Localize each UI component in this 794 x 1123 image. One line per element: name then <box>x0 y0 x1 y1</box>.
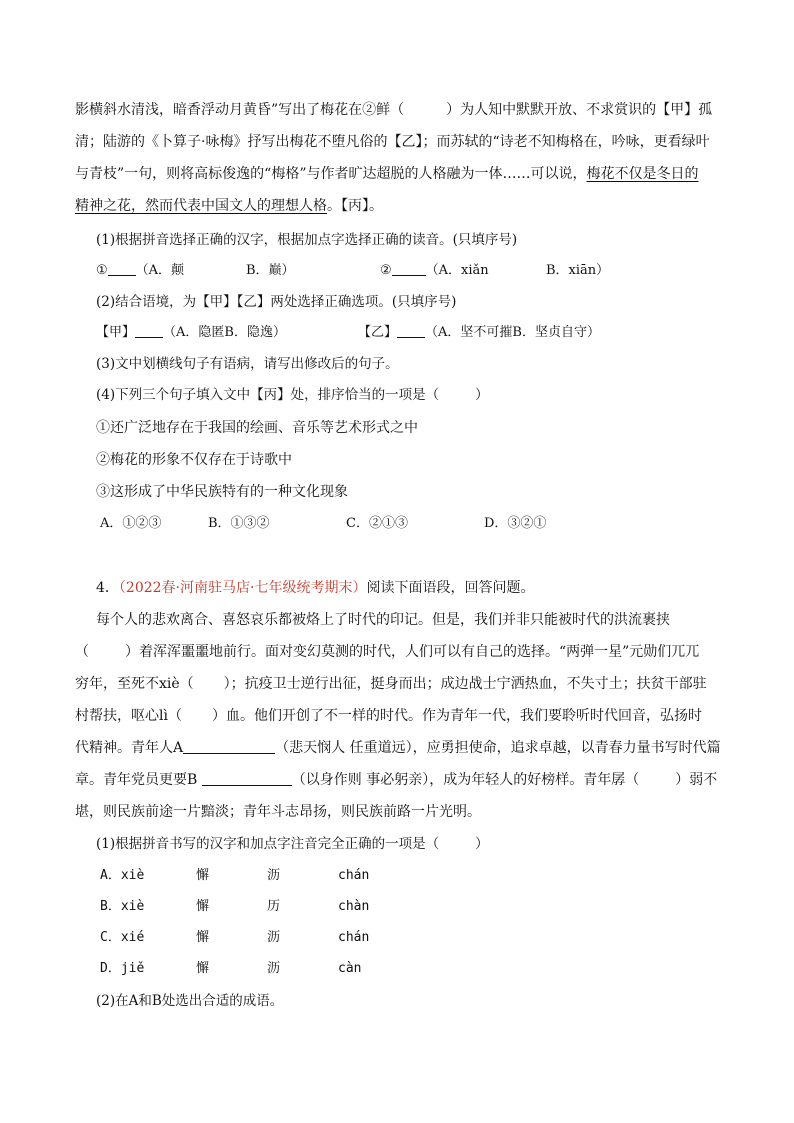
text: ） <box>475 387 489 403</box>
q3-option-a[interactable]: A．①②③ <box>100 516 162 531</box>
q4-sub2: (2)在A和B处选出合适的成语。 <box>96 993 284 1009</box>
text: B．xiān） <box>546 263 610 278</box>
text: 沥 <box>267 961 281 976</box>
text: 章。青年党员更要B <box>75 772 202 788</box>
q3-sub3: (3)文中划横线句子有语病，请写出修改后的句子。 <box>96 356 399 372</box>
passage-line-3 <box>75 164 727 184</box>
q4-line-1: 每个人的悲欢离合、喜怒哀乐都被烙上了时代的印记。但是，我们并非只能被时代的洪流裹挟 <box>96 612 670 628</box>
text: 村帮扶，呕心lì（ <box>75 708 182 724</box>
text: chàn <box>338 899 370 914</box>
text: 【乙】 <box>358 325 398 340</box>
underlined-text: 精神之花，然而代表中国文人的理想人格 <box>75 198 327 214</box>
text: 阅读下面语段，回答问题。 <box>366 580 535 596</box>
q3-sub2-yi <box>358 323 600 343</box>
text: B．巅） <box>246 263 295 278</box>
text: （A．坚不可摧B．坚贞自守） <box>425 325 600 340</box>
q3-sub1-item1 <box>96 261 184 281</box>
text: 历 <box>267 899 281 914</box>
text: ）弱不 <box>675 772 718 788</box>
answer-blank[interactable] <box>108 261 136 276</box>
text: 穷年，至死不xiè（ <box>75 676 194 692</box>
text: 懈 <box>196 930 210 945</box>
q3-option-c[interactable]: C．②①③ <box>346 516 408 531</box>
text: 沥 <box>267 930 281 945</box>
q3-sub1: (1)根据拼音选择正确的汉字，根据加点字选择正确的读音。(只填序号) <box>96 232 518 248</box>
q4-line-4 <box>75 706 727 726</box>
answer-blank-b[interactable] <box>202 771 292 786</box>
q3-choice-1: ①还广泛地存在于我国的绘画、音乐等艺术形式之中 <box>96 420 418 436</box>
q4-line-2 <box>75 642 727 662</box>
text: ）着浑浑噩噩地前行。面对变幻莫测的时代，人们可以有自己的选择。“两弹一星”元勋们兀兀 <box>125 644 700 660</box>
answer-blank[interactable] <box>392 261 426 276</box>
text: ① <box>96 263 108 278</box>
q4-option-c-label[interactable]: C．xié <box>100 930 145 945</box>
text: (4)下列三个句子填入文中【丙】处，排序恰当的一项是（ <box>96 387 440 403</box>
q3-choice-3: ③这形成了中华民族特有的一种文化现象 <box>96 484 348 500</box>
q4-option-a-label[interactable]: A．xiè <box>100 868 145 883</box>
text: ）为人知中默默开放、不求赏识的【甲】孤 <box>446 102 713 118</box>
text: chán <box>338 930 370 945</box>
text: ② <box>380 263 392 278</box>
text: 懈 <box>196 961 210 976</box>
text: 懈 <box>196 899 210 914</box>
q4-line-5 <box>75 738 727 758</box>
q3-choice-2: ②梅花的形象不仅存在于诗歌中 <box>96 452 292 468</box>
text: 与青枝”一句，则将高标俊逸的“梅格”与作者旷达超脱的人格融为一体……可以说， <box>75 166 587 182</box>
q4-line-3 <box>75 674 727 694</box>
text: （ <box>75 644 89 660</box>
q4-line-7: 堪，则民族前途一片黯淡；青年斗志昂扬，则民族前路一片光明。 <box>75 804 481 820</box>
text: 影横斜水清浅，暗香浮动月黄昏”写出了梅花在②鲜（ <box>75 102 405 118</box>
text: 【甲】 <box>96 325 136 340</box>
q3-sub1-item2 <box>380 261 489 281</box>
q3-option-b[interactable]: B．①③② <box>208 516 270 531</box>
text: ）；抗疫卫士逆行出征，挺身而出；成边战士宁洒热血，不失寸土；扶贫干部驻 <box>223 676 707 692</box>
text: ） <box>475 836 489 852</box>
text: （A．xiǎn <box>425 263 489 278</box>
q4-option-b-label[interactable]: B．xiè <box>100 899 145 914</box>
q3-sub2: (2)结合语境，为【甲】【乙】两处选择正确选项。(只填序号) <box>96 294 457 310</box>
text: (1)根据拼音书写的汉字和加点字注音完全正确的一项是（ <box>96 836 440 852</box>
q4-option-d-label[interactable]: D．jiě <box>100 961 145 976</box>
answer-blank[interactable] <box>397 323 425 338</box>
text: （以身作则 事必躬亲），成为年轻人的好榜样。青年孱（ <box>291 772 640 788</box>
passage-line-2: 清；陆游的《卜算子·咏梅》抒写出梅花不堕凡俗的【乙】；而苏轼的“诗老不知梅格在，吟咏，更看绿叶 <box>75 134 710 150</box>
text: 懈 <box>196 868 210 883</box>
passage-line-4 <box>75 196 727 216</box>
underlined-text: 梅花不仅是冬日的 <box>586 166 699 182</box>
text: 沥 <box>267 868 281 883</box>
text: （A．隐匿B．隐逸） <box>163 325 286 340</box>
text: （悲天悯人 任重道远），应勇担使命，追求卓越，以青春力量书写时代篇 <box>275 740 721 756</box>
text: ）血。他们开创了不一样的时代。作为青年一代，我们要聆听时代回音，弘扬时 <box>211 708 702 724</box>
q4-heading <box>96 578 748 598</box>
text: （A．颠 <box>135 263 185 278</box>
answer-blank[interactable] <box>135 323 163 338</box>
q3-sub4 <box>96 385 748 405</box>
q4-line-6 <box>75 770 727 790</box>
question-source: （2022春·河南驻马店·七年级统考期末） <box>118 580 367 596</box>
text: chán <box>338 868 370 883</box>
q4-sub1 <box>96 834 748 854</box>
q3-option-d[interactable]: D．③②① <box>484 516 547 531</box>
text: 代精神。青年人A <box>75 740 184 756</box>
text: 。【丙】。 <box>327 198 383 214</box>
answer-blank-a[interactable] <box>183 739 275 754</box>
question-number: 4． <box>96 580 119 596</box>
q3-sub2-jia <box>96 323 286 343</box>
passage-line-1 <box>75 100 727 120</box>
text: càn <box>338 961 362 976</box>
